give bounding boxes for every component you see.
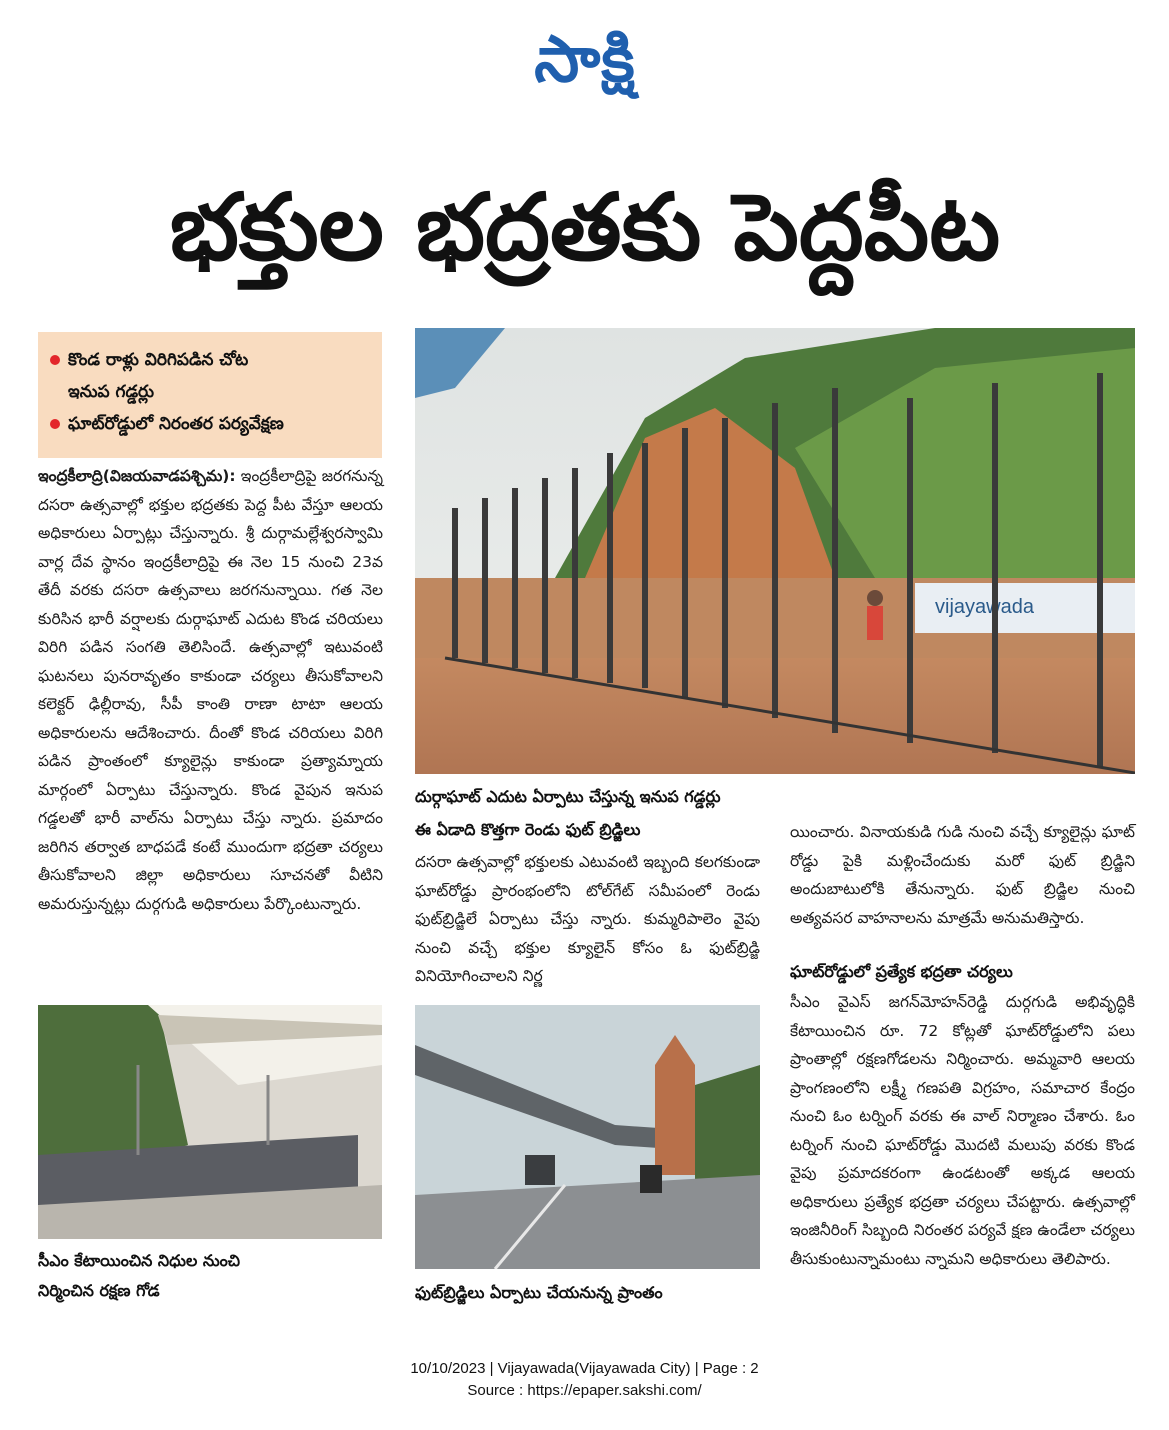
- subhead-footbridges: ఈ ఏడాది కొత్తగా రెండు ఫుట్ బ్రిడ్జిలు: [415, 820, 641, 839]
- girders-illustration: [415, 328, 1135, 774]
- highlights-box: [38, 332, 382, 458]
- footer-date-edition: 10/10/2023 | Vijayawada(Vijayawada City) | Page : 2: [410, 1360, 759, 1377]
- main-photo-girders: [415, 328, 1135, 774]
- article-body-4: సీఎం వైఎస్ జగన్‌మోహన్‌రెడ్డి దుర్గగుడి అభివృద్ధికి కేటాయించిన రూ. 72 కోట్లతో ఘాట్‌రోడ్డులోని పలు ప్రాంతాల్లో రక్షణగోడలను నిర్మించారు. అమ్మవారి ఆలయ ప్రాంగణంలోని లక్ష్మీ గణపతి విగ్రహం, సమాచార కేంద్రం నుంచి ఓం టర్నింగ్ వరకు ఈ వాల్ నిర్మాణం చేశారు. ఓం టర్నింగ్ నుంచి ఘాట్‌రోడ్డు మొదటి మలుపు వరకు కొండ వైపు ప్రమాదకరంగా ఉండటంతో అక్కడ ఆలయ అధికారులు ప్రత్యేక భద్రతా చర్యలు చేపట్టారు. ఉత్సవాల్లో ఇంజినీరింగ్ సిబ్బంది నిరంతర పర్యవే క్షణ ఉండేలా చర్యలు తీసుకుంటున్నామంటు న్నామని అధికారులు తెలిపారు.: [790, 993, 1135, 1268]
- dateline: ఇంద్రకీలాద్రి(విజయవాడపశ్చిమ):: [38, 467, 236, 485]
- article-column-3-top: [790, 818, 1135, 948]
- bullet-icon: [50, 355, 60, 365]
- photo-footbridge-site: [415, 1005, 760, 1269]
- road-illustration: [415, 1005, 760, 1269]
- sign-text: vijayawada: [935, 596, 1034, 618]
- highlight-item-continued: ఇనుప గడ్డర్లు: [68, 382, 154, 402]
- article-body-3: యించారు. వినాయకుడి గుడి నుంచి వచ్చే క్యూలైన్లు ఘాట్ రోడ్డు పైకి మళ్లించేందుకు మరో ఫుట్ బ్రిడ్జిని అందుబాటులోకి తేనున్నారు. ఫుట్ బ్రిడ్జిల నుంచి అత్యవసర వాహనాలను మాత్రమే అనుమతిస్తారు.: [790, 823, 1135, 927]
- sakshi-logo: సాక్షి: [534, 23, 636, 97]
- wall-illustration: [38, 1005, 382, 1239]
- wall-caption-line-2: నిర్మించిన రక్షణ గోడ: [38, 1281, 160, 1300]
- article-body-1: ఇంద్రకీలాద్రిపై జరగనున్న దసరా ఉత్సవాల్లో భక్తుల భద్రతకు పెద్ద పీట వేస్తూ ఆలయ అధికారులు ఏర్పాట్లు చేస్తున్నారు. శ్రీ దుర్గామల్లేశ్వరస్వామి వార్ల దేవ స్థానం ఇంద్రకీలాద్రిపై ఈ నెల 15 నుంచి 23వ తేదీ వరకు దసరా ఉత్సవాలు జరగనున్నాయి. గత నెల కురిసిన భారీ వర్షాలకు దుర్గాఘాట్ ఎదుట కొండ చరియలు విరిగి పడిన సంగతి తెలిసిందే. ఉత్సవాల్లో ఇటువంటి ఘటనలు పునరావృతం కాకుండా చర్యలు తీసుకోవాలని కలెక్టర్ ఢిల్లీరావు, సీపీ కాంతి రాణా టాటా ఆలయ అధికారులను ఆదేశించారు. దీంతో కొండ చరియలు విరిగి పడిన ప్రాంతంలో క్యూలైన్లు కాకుండా ప్రత్యామ్నాయ మార్గంలో ఏర్పాటు చేస్తున్నారు. కొండ వైపున ఇనుప గడ్డలతో భారీ వాల్‌ను ఏర్పాటు చేస్తు న్నారు. ప్రమాదం జరిగిన తర్వాత బాధపడే కంటే ముందుగా భద్రతా చర్యలు తీసుకోవాలని జిల్లా అధికారులు సూచనతో వీటిని అమరుస్తున్నట్లు దుర్గగుడి అధికారులు పేర్కొంటున్నారు.: [38, 467, 383, 913]
- road-caption: ఫుట్‌బ్రిడ్జిలు ఏర్పాటు చేయనున్న ప్రాంతం: [415, 1283, 663, 1302]
- article-column-2: [415, 848, 760, 985]
- highlight-item: కొండ రాళ్లు విరిగిపడిన చోట: [50, 344, 372, 376]
- wall-caption: [38, 1246, 382, 1306]
- highlight-item: ఘాట్‌రోడ్డులో నిరంతర పర్యవేక్షణ: [50, 408, 372, 440]
- footer-source-link[interactable]: Source : https://epaper.sakshi.com/: [467, 1382, 702, 1399]
- article-body-2: దసరా ఉత్సవాల్లో భక్తులకు ఎటువంటి ఇబ్బంది కలగకుండా ఘాట్‌రోడ్డు ప్రారంభంలోని టోల్‌గేట్ సమీపంలో రెండు ఫుట్‌బ్రిడ్జిలే ఏర్పాటు చేస్తు న్నారు. కుమ్మరిపాలెం వైపు నుంచి వచ్చే భక్తుల క్యూలైన్ కోసం ఓ ఫుట్‌బ్రిడ్జి వినియోగించాలని నిర్ణ: [415, 853, 760, 985]
- subhead-ghat-safety: ఘాట్‌రోడ్డులో ప్రత్యేక భద్రతా చర్యలు: [790, 962, 1013, 981]
- main-photo-caption: దుర్గాఘాట్ ఎదుట ఏర్పాటు చేస్తున్న ఇనుప గడ్డర్లు: [415, 787, 721, 806]
- headline: భక్తుల భద్రతకు పెద్దపీట: [169, 174, 1001, 281]
- article-column-1: [38, 462, 383, 992]
- photo-protection-wall: [38, 1005, 382, 1239]
- wall-caption-line-1: సీఎం కేటాయించిన నిధుల నుంచి: [38, 1251, 240, 1270]
- bullet-icon: [50, 419, 60, 429]
- article-column-3-bottom: [790, 988, 1135, 1318]
- page-footer: [0, 1358, 1169, 1402]
